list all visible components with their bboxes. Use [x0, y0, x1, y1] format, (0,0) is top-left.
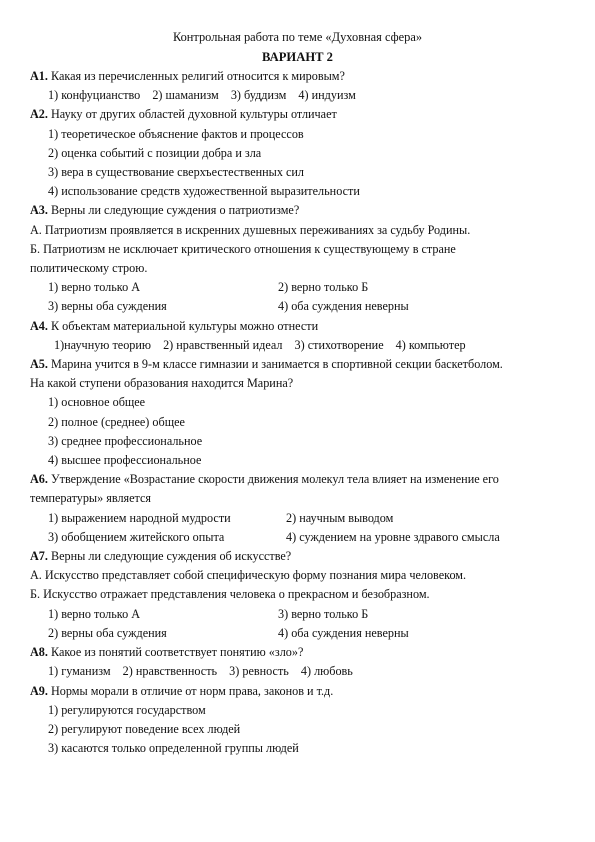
- question-text: Верны ли следующие суждения об искусстве?: [51, 549, 292, 564]
- option: 1) верно только А: [48, 280, 141, 295]
- option: 2) полное (среднее) общее: [48, 414, 185, 429]
- question-a8: [30, 643, 570, 662]
- option: 1) гуманизм: [48, 664, 111, 679]
- option: 2) нравственный идеал: [163, 337, 283, 352]
- options-row: [30, 624, 570, 643]
- question-text: Верны ли следующие суждения о патриотизме?: [51, 203, 300, 218]
- question-text: К объектам материальной культуры можно отнести: [51, 318, 319, 333]
- option: 4) компьютер: [395, 337, 466, 352]
- options-row: [30, 605, 570, 624]
- options-a1: [30, 86, 570, 105]
- option: 3) обобщением житейского опыта: [48, 529, 225, 544]
- option: 2) регулируют поведение всех людей: [48, 721, 241, 736]
- option: 1) выражением народной мудрости: [48, 510, 231, 525]
- option: 1)научную теорию: [54, 337, 152, 352]
- question-a5: [30, 355, 570, 374]
- option: 3) вера в существование сверхъестественных сил: [48, 165, 304, 180]
- options-row: [30, 297, 570, 316]
- options-row: [30, 528, 570, 547]
- option: 3) стихотворение: [294, 337, 384, 352]
- options-row: [30, 509, 570, 528]
- option: 2) шаманизм: [152, 88, 219, 103]
- question-number: А2.: [30, 107, 48, 122]
- option: 4) оба суждения неверны: [278, 625, 409, 640]
- question-number: А6.: [30, 472, 48, 487]
- question-text: Какая из перечисленных религий относится к мировым?: [51, 69, 345, 83]
- statement: Б. Искусство отражает представления человека о прекрасном и безобразном.: [30, 587, 430, 602]
- options-a8: [30, 662, 570, 681]
- question-text: Науку от других областей духовной культуры отличает: [51, 107, 337, 122]
- questions-list: [30, 67, 570, 758]
- option: 4) высшее профессиональное: [48, 453, 202, 468]
- option: 4) любовь: [300, 664, 353, 679]
- option: 1) конфуцианство: [48, 88, 141, 103]
- question-number: А5.: [30, 357, 48, 372]
- question-text-continued: На какой ступени образования находится Марина?: [30, 376, 294, 391]
- question-a6: [30, 470, 570, 489]
- statement: Б. Патриотизм не исключает критического отношения к существующему в стране: [30, 241, 456, 256]
- document-title: Контрольная работа по теме «Духовная сфера»: [172, 30, 423, 44]
- question-a1: [30, 67, 570, 86]
- question-text: Утверждение «Возрастание скорости движения молекул тела влияет на изменение его: [51, 472, 499, 487]
- option: 2) научным выводом: [286, 510, 394, 525]
- question-a4: [30, 317, 570, 336]
- question-a3: [30, 201, 570, 220]
- question-text: Марина учится в 9-м классе гимназии и занимается в спортивной секции баскетболом.: [51, 357, 503, 372]
- option: 1) теоретическое объяснение фактов и процессов: [48, 126, 304, 141]
- option: 3) верны оба суждения: [48, 299, 167, 314]
- question-number: А3.: [30, 203, 48, 218]
- statement: А. Искусство представляет собой специфическую форму познания мира человеком.: [30, 568, 467, 583]
- question-number: А9.: [30, 683, 48, 698]
- statement: А. Патриотизм проявляется в искренних душевных переживаниях за судьбу Родины.: [30, 222, 471, 237]
- question-number: А1.: [30, 69, 48, 83]
- question-number: А4.: [30, 318, 48, 333]
- option: 1) регулируются государством: [48, 702, 206, 717]
- variant-heading: ВАРИАНТ 2: [262, 50, 333, 64]
- options-row: [30, 278, 570, 297]
- question-text: Какое из понятий соответствует понятию «зло»?: [51, 645, 304, 660]
- question-number: А7.: [30, 549, 48, 564]
- question-a9: [30, 682, 570, 701]
- options-a4: [30, 336, 570, 355]
- option: 3) ревность: [229, 664, 289, 679]
- question-a2: [30, 105, 570, 124]
- option: 1) верно только А: [48, 606, 141, 621]
- option: 4) использование средств художественной выразительности: [48, 184, 360, 199]
- option: 4) суждением на уровне здравого смысла: [286, 529, 500, 544]
- question-text-continued: температуры» является: [30, 491, 152, 506]
- question-number: А8.: [30, 645, 48, 660]
- statement: политическому строю.: [30, 261, 148, 276]
- option: 3) буддизм: [230, 88, 287, 103]
- question-a7: [30, 547, 570, 566]
- option: 4) индуизм: [298, 88, 356, 103]
- option: 3) верно только Б: [278, 606, 369, 621]
- option: 3) касаются только определенной группы людей: [48, 741, 299, 756]
- option: 3) среднее профессиональное: [48, 433, 203, 448]
- option: 1) основное общее: [48, 395, 146, 410]
- option: 2) верно только Б: [278, 280, 369, 295]
- option: 2) верны оба суждения: [48, 625, 167, 640]
- question-text: Нормы морали в отличие от норм права, законов и т.д.: [51, 683, 334, 698]
- option: 2) нравственность: [122, 664, 218, 679]
- option: 2) оценка событий с позиции добра и зла: [48, 145, 262, 160]
- option: 4) оба суждения неверны: [278, 299, 409, 314]
